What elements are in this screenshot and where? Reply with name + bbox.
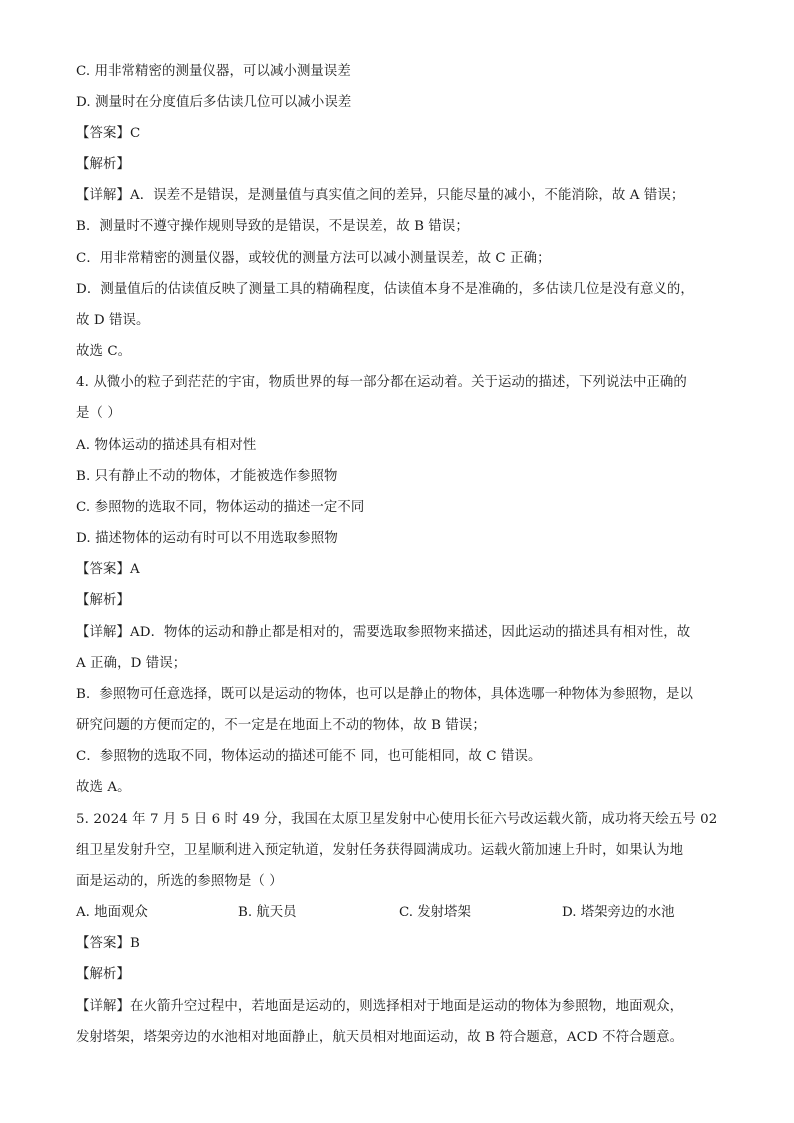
q3-detail-3: C．用非常精密的测量仪器，或较优的测量方法可以减小测量误差，故 C 正确； bbox=[76, 251, 551, 266]
q4-stem-2: 是（ ） bbox=[76, 406, 121, 421]
q4-detail-2b: 研究问题的方便而定的，不一定是在地面上不动的物体，故 B 错误； bbox=[76, 718, 486, 733]
q5-stem-3: 面是运动的，所选的参照物是（ ） bbox=[76, 874, 283, 889]
q5-detail-2: 发射塔架，塔架旁边的水池相对地面静止，航天员相对地面运动，故 B 符合题意，ACD 不符合题意。 bbox=[76, 1030, 684, 1045]
q4-detail-2a: B．参照物可任意选择，既可以是运动的物体，也可以是静止的物体，具体选哪一种物体为参照物，是以 bbox=[76, 687, 694, 702]
q5-answer: 【答案】B bbox=[76, 936, 140, 951]
q4-detail-3: C．参照物的选取不同，物体运动的描述可能不 同，也可能相同，故 C 错误。 bbox=[76, 749, 542, 764]
q4-option-b: B. 只有静止不动的物体，才能被选作参照物 bbox=[76, 469, 338, 484]
q4-detail-1a: 【详解】AD．物体的运动和静止都是相对的，需要选取参照物来描述，因此运动的描述具有相对性，故 bbox=[76, 625, 691, 640]
q5-detail-1: 【详解】在火箭升空过程中，若地面是运动的，则选择相对于地面是运动的物体为参照物，地面观众， bbox=[76, 999, 684, 1014]
q5-option-c: C. 发射塔架 bbox=[399, 905, 471, 920]
q3-conclusion: 故选 C。 bbox=[76, 344, 132, 359]
q5-option-b: B. 航天员 bbox=[238, 905, 297, 920]
q5-option-d: D. 塔架旁边的水池 bbox=[562, 905, 675, 920]
q4-option-c: C. 参照物的选取不同，物体运动的描述一定不同 bbox=[76, 500, 365, 515]
q4-stem-1: 4. 从微小的粒子到茫茫的宇宙，物质世界的每一部分都在运动着。关于运动的描述，下列说法中正确的 bbox=[76, 375, 687, 390]
q5-analysis-heading: 【解析】 bbox=[76, 967, 130, 982]
q3-option-c: C. 用非常精密的测量仪器，可以减小测量误差 bbox=[76, 64, 351, 79]
q3-option-d: D. 测量时在分度值后多估读几位可以减小误差 bbox=[76, 95, 352, 110]
q4-detail-1b: A 正确，D 错误； bbox=[76, 656, 187, 671]
q3-detail-4a: D．测量值后的估读值反映了测量工具的精确程度，估读值本身不是准确的，多估读几位是没有意义的， bbox=[76, 282, 694, 297]
q3-detail-1: 【详解】A．误差不是错误，是测量值与真实值之间的差异，只能尽量的减小，不能消除，故 A 错误； bbox=[76, 188, 685, 203]
q5-stem-2: 组卫星发射升空，卫星顺利进入预定轨道，发射任务获得圆满成功。运载火箭加速上升时，如果认为地 bbox=[76, 843, 684, 858]
q5-option-a: A. 地面观众 bbox=[76, 905, 148, 920]
q3-detail-4b: 故 D 错误。 bbox=[76, 313, 150, 328]
q3-analysis-heading: 【解析】 bbox=[76, 157, 130, 172]
q4-conclusion: 故选 A。 bbox=[76, 780, 131, 795]
q3-detail-2: B．测量时不遵守操作规则导致的是错误，不是误差，故 B 错误； bbox=[76, 219, 469, 234]
q4-analysis-heading: 【解析】 bbox=[76, 593, 130, 608]
q4-option-a: A. 物体运动的描述具有相对性 bbox=[76, 438, 257, 453]
q4-answer: 【答案】A bbox=[76, 562, 140, 577]
q5-stem-1: 5. 2024 年 7 月 5 日 6 时 49 分，我国在太原卫星发射中心使用长征六号改运载火箭，成功将天绘五号 02 bbox=[76, 812, 718, 827]
q3-answer: 【答案】C bbox=[76, 126, 141, 141]
q4-option-d: D. 描述物体的运动有时可以不用选取参照物 bbox=[76, 531, 338, 546]
